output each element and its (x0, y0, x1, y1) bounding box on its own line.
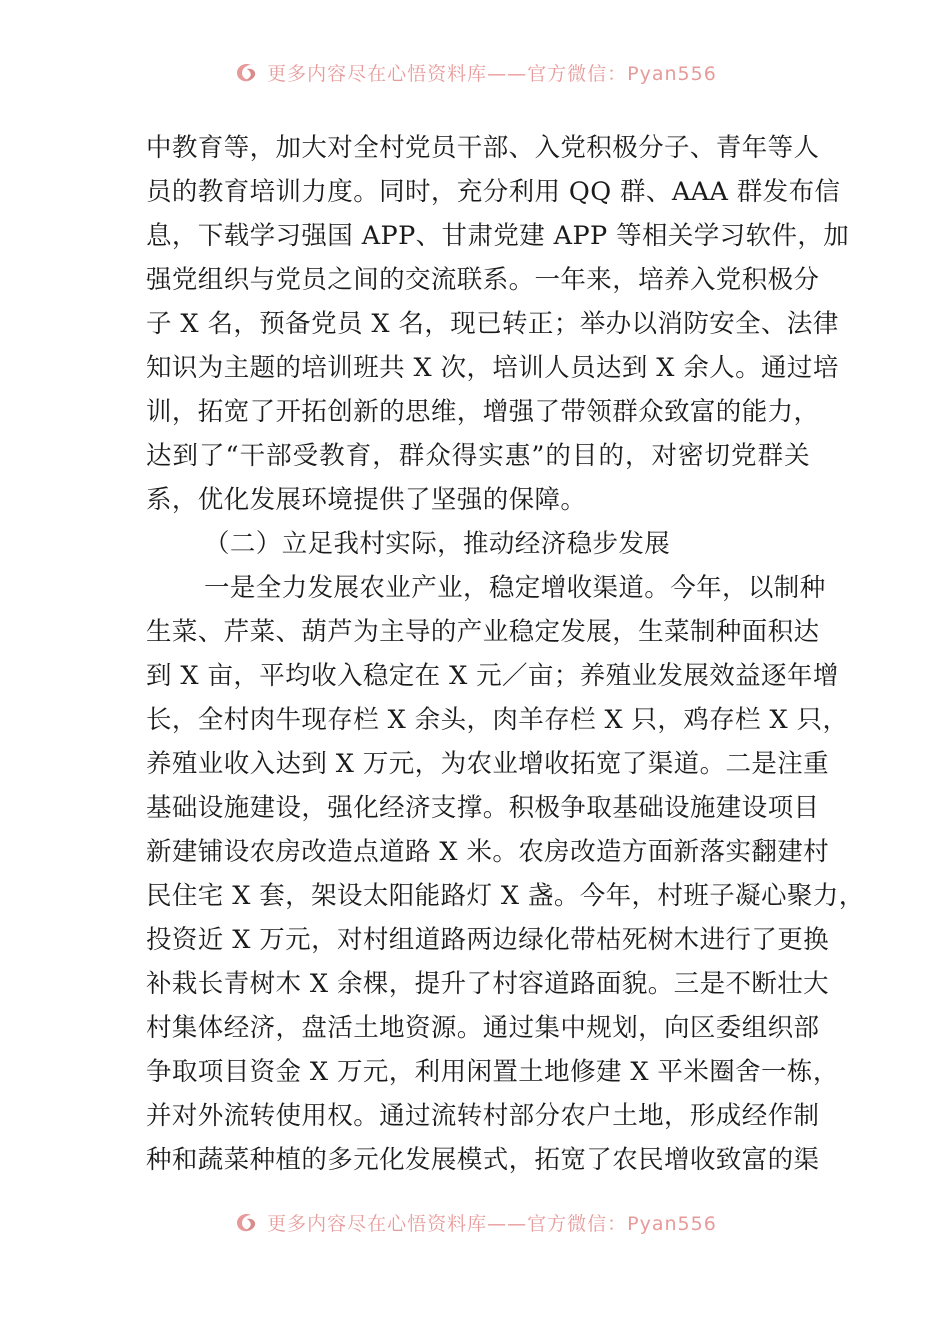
body-line: 知识为主题的培训班共 X 次，培训人员达到 X 余人。通过培 (146, 353, 839, 383)
body-line: 生菜、芹菜、葫芦为主导的产业稳定发展，生菜制种面积达 (146, 617, 820, 647)
body-line: 基础设施建设，强化经济支撑。积极争取基础设施建设项目 (146, 793, 820, 823)
body-line: 到 X 亩，平均收入稳定在 X 元／亩；养殖业发展效益逐年增 (146, 661, 839, 691)
body-line: 投资近 X 万元，对村组道路两边绿化带枯死树木进行了更换 (146, 925, 830, 955)
body-line: 争取项目资金 X 万元，利用闲置土地修建 X 平米圈舍一栋， (146, 1057, 839, 1087)
body-line: 强党组织与党员之间的交流联系。一年来，培养入党积极分 (146, 265, 820, 295)
body-line: 长，全村肉牛现存栏 X 余头，肉羊存栏 X 只，鸡存栏 X 只， (146, 705, 849, 735)
watermark-footer (0, 1202, 950, 1242)
watermark-header (0, 52, 950, 92)
body-line: 养殖业收入达到 X 万元，为农业增收拓宽了渠道。二是注重 (146, 749, 830, 779)
watermark-text: 更多内容尽在心悟资料库——官方微信：Pyan556 (267, 62, 717, 85)
body-line: 民住宅 X 套，架设太阳能路灯 X 盏。今年，村班子凝心聚力， (146, 881, 865, 911)
section-heading: （二）立足我村实际，推动经济稳步发展 (204, 529, 671, 559)
body-line: 训，拓宽了开拓创新的思维，增强了带领群众致富的能力， (146, 397, 820, 427)
watermark-text: 更多内容尽在心悟资料库——官方微信：Pyan556 (267, 1212, 717, 1235)
body-line: 并对外流转使用权。通过流转村部分农户土地，形成经作制 (146, 1101, 820, 1131)
body-line: 息，下载学习强国 APP、甘肃党建 APP 等相关学习软件，加 (146, 221, 850, 251)
body-line: 新建铺设农房改造点道路 X 米。农房改造方面新落实翻建村 (146, 837, 830, 867)
body-line: 补栽长青树木 X 余棵，提升了村容道路面貌。三是不断壮大 (146, 969, 830, 999)
body-line: 中教育等，加大对全村党员干部、入党积极分子、青年等人 (146, 133, 820, 163)
watermark-logo-icon (233, 1209, 259, 1235)
body-line: 员的教育培训力度。同时，充分利用 QQ 群、AAA 群发布信 (146, 177, 841, 207)
body-line: 子 X 名，预备党员 X 名，现已转正；举办以消防安全、法律 (146, 309, 839, 339)
watermark-logo-icon (233, 59, 259, 85)
body-line: 村集体经济，盘活土地资源。通过集中规划，向区委组织部 (146, 1013, 820, 1043)
body-line: 一是全力发展农业产业，稳定增收渠道。今年，以制种 (204, 573, 826, 603)
document-body (146, 126, 865, 1182)
body-line: 种和蔬菜种植的多元化发展模式，拓宽了农民增收致富的渠 (146, 1145, 820, 1175)
body-line: 系，优化发展环境提供了坚强的保障。 (146, 485, 587, 515)
body-line: 达到了“干部受教育，群众得实惠”的目的，对密切党群关 (146, 441, 810, 471)
